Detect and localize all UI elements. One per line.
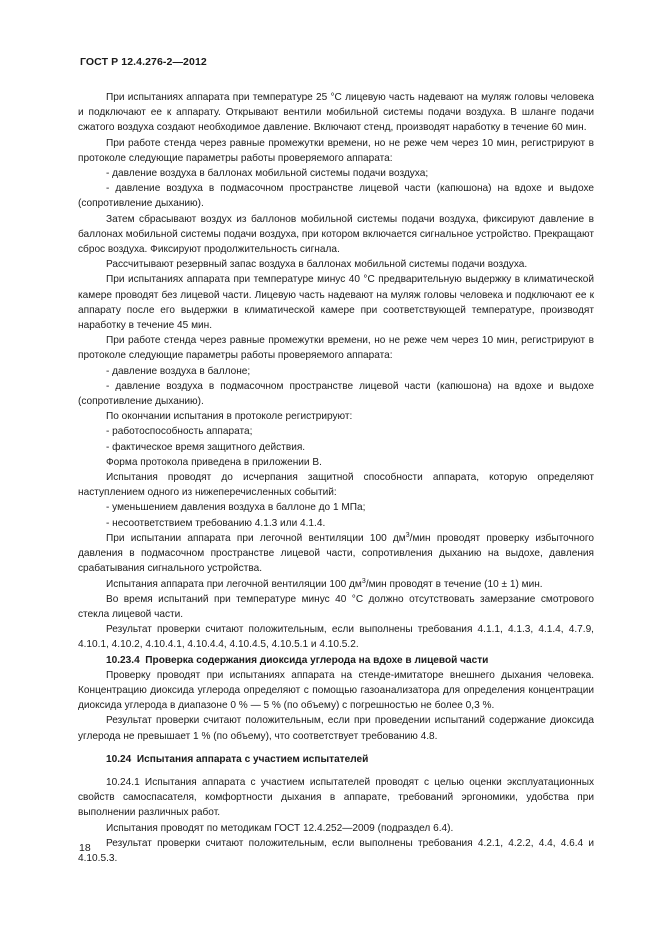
paragraph: Во время испытаний при температуре минус 40 °С должно отсутствовать замерзание смотрового стекла лицевой части.	[78, 593, 594, 620]
paragraph: Форма протокола приведена в приложении В.	[106, 456, 322, 468]
list-item: - давление воздуха в подмасочном пространстве лицевой части (капюшона) на вдохе и выдохе (сопротивление дыханию).	[78, 183, 594, 210]
document-body	[78, 90, 594, 866]
superscript: 3	[361, 577, 366, 585]
paragraph-ventilation-duration	[78, 577, 594, 592]
list-item: - давление воздуха в баллоне;	[106, 365, 251, 377]
document-code: ГОСТ Р 12.4.276-2—2012	[80, 56, 207, 68]
list-item: - фактическое время защитного действия.	[106, 441, 306, 453]
paragraph: При работе стенда через равные промежутки времени, но не реже чем через 10 мин, регистрируют в протоколе следующие параметры работы проверяемого аппарата:	[78, 335, 594, 362]
paragraph: Испытания проводят по методикам ГОСТ 12.4.252—2009 (подраздел 6.4).	[106, 822, 454, 834]
list-item: - работоспособность аппарата;	[106, 426, 253, 438]
paragraph: Результат проверки считают положительным, если выполнены требования 4.1.1, 4.1.3, 4.1.4, 4.7.9, 4.10.1, 4.10.2, 4.10.4.1, 4.10.4.4, 4.10.4.5, 4.10.5.1 и 4.10.5.2.	[78, 624, 594, 651]
paragraph: При работе стенда через равные промежутки времени, но не реже чем через 10 мин, регистрируют в протоколе следующие параметры работы проверяемого аппарата:	[78, 137, 594, 164]
paragraph: По окончании испытания в протоколе регистрируют:	[106, 411, 353, 423]
paragraph: Проверку проводят при испытаниях аппарата на стенде-имитаторе внешнего дыхания человека. Концентрацию диоксида углерода определяют с помощью газоанализатора для определения концентрации диоксида углерода в диапазоне 0 % — 5 % (по объему) с погрешностью не более 0,3 %.	[78, 669, 594, 712]
paragraph: При испытаниях аппарата при температуре минус 40 °С предварительную выдержку в климатической камере проводят без лицевой части. Лицевую часть надевают на муляж головы человека и подключают ее к аппарату после его выдержки в климатической камере при соответствующей температуре, производят наработку в течение 45 мин.	[78, 274, 594, 332]
paragraph: Затем сбрасывают воздух из баллонов мобильной системы подачи воздуха, фиксируют давление в баллонах мобильной системы подачи воздуха, при котором включается сигнальное устройство. Прекращают сброс воздуха. Фиксируют продолжительность сигнала.	[78, 213, 594, 256]
page-number: 18	[79, 842, 91, 854]
section-number: 10.23.4	[106, 654, 140, 666]
section-title: Испытания аппарата с участием испытателей	[136, 753, 369, 765]
paragraph: Испытания проводят до исчерпания защитной способности аппарата, которую определяют наступлением одного из нижеперечисленных событий:	[78, 472, 594, 499]
section-heading-10-23-4	[78, 653, 594, 668]
section-title: Проверка содержания диоксида углерода на вдохе в лицевой части	[145, 654, 489, 666]
superscript: 3	[405, 531, 410, 539]
paragraph: Результат проверки считают положительным, если выполнены требования 4.2.1, 4.2.2, 4.4, 4.6.4 и 4.10.5.3.	[78, 837, 594, 864]
paragraph: При испытаниях аппарата при температуре 25 °С лицевую часть надевают на муляж головы человека и подключают ее к аппарату. Открывают вентили мобильной системы подачи воздуха. В шланге подачи сжатого воздуха создают необходимое давление. Включают стенд, производят наработку в течение 60 мин.	[78, 92, 594, 134]
paragraph: Рассчитывают резервный запас воздуха в баллонах мобильной системы подачи воздуха.	[106, 259, 528, 271]
paragraph-ventilation-check	[78, 531, 594, 577]
paragraph: Результат проверки считают положительным, если при проведении испытаний содержание диоксида углерода не превышает 1 % (по объему), что соответствует требованию 4.8.	[78, 715, 594, 742]
text-run: /мин проводят в течение (10 ± 1) мин.	[365, 578, 543, 590]
section-heading-10-24	[78, 752, 594, 767]
text-run: /мин проводят проверку избыточного давления в подмасочном пространстве лицевой части, сопротивления дыханию на выдохе, давления срабатывания сигнального устройства.	[78, 532, 594, 575]
text-run: При испытании аппарата при легочной вентиляции 100 дм	[106, 532, 406, 544]
list-item: - уменьшением давления воздуха в баллоне до 1 МПа;	[106, 502, 366, 514]
text-run: Испытания аппарата при легочной вентиляции 100 дм	[106, 578, 362, 590]
section-number: 10.24	[106, 753, 132, 765]
list-item: - несоответствием требованию 4.1.3 или 4.1.4.	[106, 517, 326, 529]
list-item: - давление воздуха в баллонах мобильной системы подачи воздуха;	[106, 168, 429, 180]
list-item: - давление воздуха в подмасочном пространстве лицевой части (капюшона) на вдохе и выдохе (сопротивление дыханию).	[78, 380, 594, 408]
paragraph: 10.24.1 Испытания аппарата с участием испытателей проводят с целью оценки эксплуатационных свойств самоспасателя, комфортности дыхания в аппарате, требований эргономики, удобства при выполнении различных работ.	[78, 776, 594, 819]
